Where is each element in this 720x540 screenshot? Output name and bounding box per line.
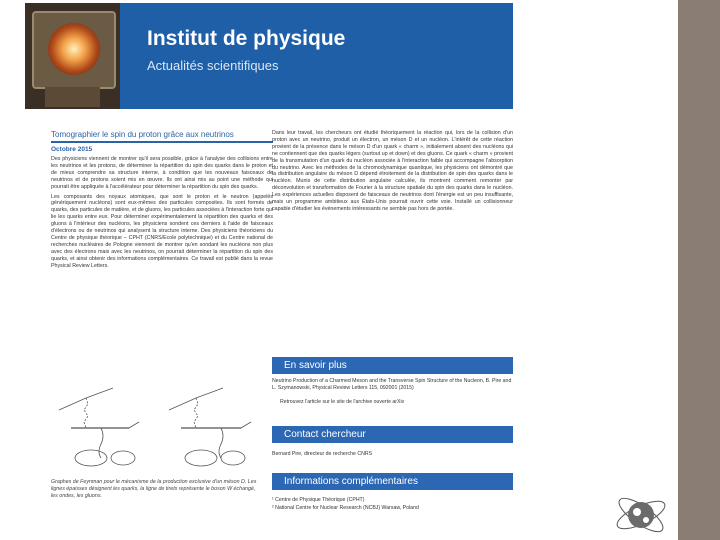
article-paragraph-1: Les composants des noyaux atomiques, que sont le proton et le neutron (appelés génériquement nucléons) sont eux-mêmes des particules composites. Ils sont formés de quarks, des particules de matière, et de gluons, les particules associées à l'interaction forte qui lie les quarks entre eux. Pour déterminer expérimentalement la répartition des quarks et des gluons à l'intérieur des nucléons, les physiciens sondent ces derniers à l'aide de faisceaux d'électrons ou de neutrinos qui analysent la structure interne. Des physiciens théoriciens du Centre de physique théorique – CPHT (CNRS/Ecole polytechnique) et du Centre national de recherches nucléaires de Pologne viennent de montrer qu'en sondant les nucléons non plus avec des électrons mais avec les neutrinos, on pourrait déterminer la répartition du spin des quarks, et ainsi obtenir des informations complémentaires. Ce travail est publié dans la revue Physical Review Letters. bbox=[51, 193, 273, 269]
section-more-reference: Neutrino Production of a Charmed Meson and the Transverse Spin Structure of the Nucleon, B. Pire and L. Szymanowski, Physical Review Letters 115, 092001 (2015) bbox=[272, 378, 512, 391]
article-left-column bbox=[51, 130, 273, 270]
diagram-2-lepton-out bbox=[196, 388, 223, 398]
article-lead: Des physiciens viennent de montrer qu'il sera possible, grâce à l'analyse des collisions entre les neutrinos et les protons, de déterminer la répartition du spin des quarks dans le proton et de mieux comprendre sa structure interne, à condition que les nouveaux faisceaux de neutrinos et de protons soient mis en œuvre. Ils ont ainsi mis au point une méthode qui pourrait être appliquée à l'accélérateur pour déterminer la répartition du spin des quarks. bbox=[51, 156, 273, 190]
diagram-1-w-boson bbox=[84, 398, 88, 428]
section-info-title: Informations complémentaires bbox=[284, 476, 418, 487]
diagram-1-lepton-in bbox=[59, 398, 86, 410]
section-contact-title: Contact chercheur bbox=[284, 429, 366, 440]
banner-subtitle: Actualités scientifiques bbox=[147, 58, 279, 73]
newsletter-page bbox=[25, 0, 513, 540]
diagram-1-gpd-blob-left bbox=[75, 450, 107, 466]
banner-title: Institut de physique bbox=[147, 27, 346, 50]
diagram-2-lepton-in bbox=[169, 398, 196, 410]
right-sidebar bbox=[678, 0, 720, 540]
diagram-2-meson-out bbox=[241, 422, 251, 428]
feynman-diagrams bbox=[51, 380, 263, 480]
article-right-column bbox=[272, 130, 513, 213]
article-paragraph-2: Dans leur travail, les chercheurs ont étudié théoriquement la réaction qui, lors de la collision d'un proton avec un neutrino, produit un électron, un méson D et un nucléon. L'intérêt de cette réaction provient de la présence dans le méson D d'un quark « charm », initialement absent des nucléons qui ne contiennent que des quarks légers (surtout up et down) et des gluons. Ce quark « charm » provient de la transmutation d'un quark du nucléon associée à l'interaction faible qui accompagne l'absorption du neutrino. Avec les méthodes de la chromodynamique quantique, les physiciens ont démontré que la distribution angulaire du méson D dépend étroitement de la distribution de spin des quarks dans le nucléon. Munis de cette distribution angulaire calculée, ils montrent comment remonter par déconvolution et transformation de Fourier à la structure spatiale du spin des quarks dans le nucléon. Les expériences actuelles disposent de faisceaux de neutrinos dont l'énergie est un peu insuffisante, mais un programme ambitieux aux États-Unis pourrait ouvrir cette voie. Installé un collisionneur capable d'étudier les événements intéressants ne semble pas hors de portée. bbox=[272, 130, 513, 212]
logo-highlight bbox=[633, 508, 641, 516]
experiment-photo bbox=[25, 3, 120, 109]
article-date: Octobre 2015 bbox=[51, 146, 93, 153]
section-info-line-2: ² National Centre for Nuclear Research (NCBJ) Warsaw, Poland bbox=[272, 505, 419, 511]
section-contact-text: Bernard Pire, directeur de recherche CNRS bbox=[272, 451, 373, 457]
article-title: Tomographier le spin du proton grâce aux neutrinos bbox=[51, 130, 273, 143]
cnrs-institute-logo bbox=[612, 492, 670, 538]
header-banner bbox=[25, 3, 513, 109]
diagram-1-meson-out bbox=[129, 422, 139, 428]
diagram-1-gpd-blob-right bbox=[111, 451, 135, 465]
section-contact-header bbox=[272, 426, 513, 443]
diagram-2-gpd-blob-right bbox=[221, 451, 245, 465]
photo-frame bbox=[32, 11, 116, 89]
section-more-title: En savoir plus bbox=[284, 360, 347, 371]
photo-base bbox=[45, 87, 100, 107]
logo-core bbox=[628, 502, 654, 528]
section-more-header bbox=[272, 357, 513, 374]
glowing-chamber bbox=[48, 23, 100, 75]
section-info-line-1: ¹ Centre de Physique Théorique (CPHT) bbox=[272, 497, 365, 503]
section-info-header bbox=[272, 473, 513, 490]
diagram-1-lepton-out bbox=[86, 388, 113, 398]
figure-caption: Graphes de Feynman pour le mécanisme de la production exclusive d'un méson D. Les lignes épaisses désignent les quarks, la ligne de tirets représente le boson W échangé, les ondes, les gluons. bbox=[51, 479, 257, 499]
diagram-1-gluon bbox=[99, 428, 103, 458]
diagram-2-w-boson bbox=[194, 398, 198, 428]
logo-highlight-2 bbox=[643, 517, 649, 523]
diagram-2-gpd-blob-left bbox=[185, 450, 217, 466]
diagram-2-gluon bbox=[219, 428, 223, 458]
section-more-link[interactable]: Retrouvez l'article sur le site de l'archive ouverte arXiv bbox=[280, 399, 405, 405]
